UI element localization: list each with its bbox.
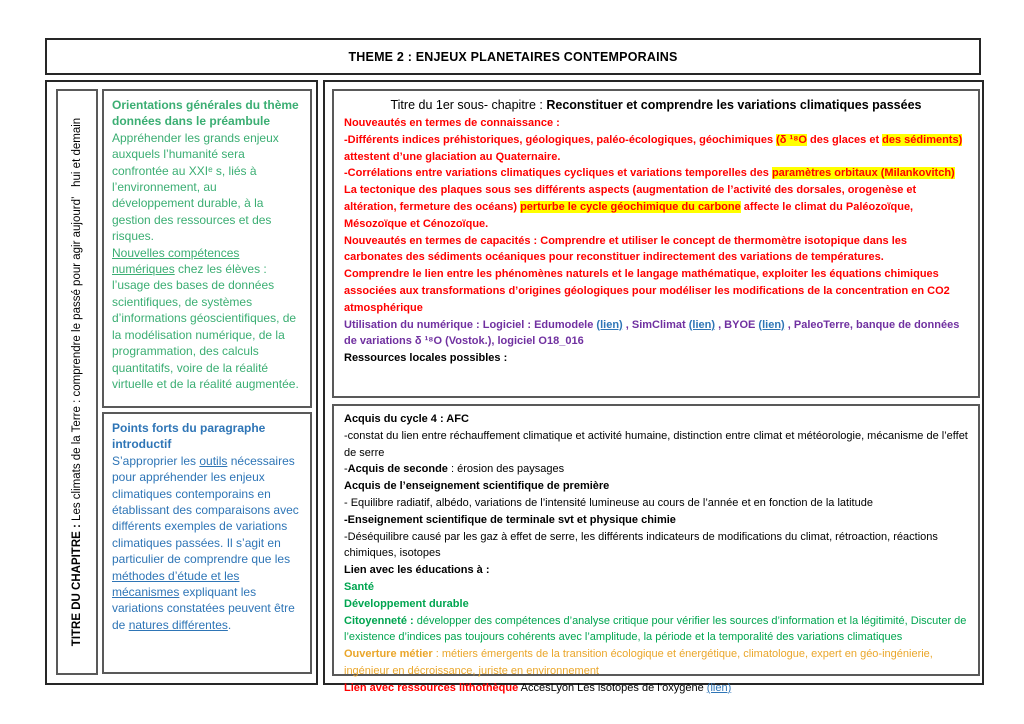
right-column-group — [323, 80, 984, 694]
text-run: : érosion des paysages — [447, 463, 565, 476]
text-run: outils — [199, 453, 228, 468]
text-run: Lien avec ressources lithothèque — [344, 681, 519, 694]
acquis-line — [344, 411, 968, 428]
text-run: -Différents indices préhistoriques, géologiques, paléo-écologiques, géochimiques — [344, 133, 777, 146]
text-run: nécessaires pour appréhender les enjeux climatiques contemporains en établissant des comparaisons avec différents exemples de variations climatiques passées. Il s’agit en particulier de comprendre que les — [112, 453, 299, 567]
text-run: Ouverture métier — [344, 648, 433, 661]
text-run: Lien avec les éducations à : — [344, 564, 490, 577]
sous-chapitre-box — [332, 89, 980, 398]
text-run: Citoyenneté : — [344, 614, 414, 627]
text-run: expliquant les variations constatées peuvent être de — [112, 585, 295, 632]
orientations-heading — [112, 97, 302, 130]
acquis-line — [344, 461, 968, 478]
acquis-line — [344, 495, 968, 512]
connaissances-line — [344, 182, 968, 232]
points-forts-paragraph — [112, 453, 302, 633]
theme-header-box — [45, 38, 981, 75]
text-run: Titre du 1er sous- chapitre : — [390, 98, 547, 112]
orientations-paragraph — [112, 130, 302, 245]
text-run: Nouveautés en termes de capacités : — [344, 234, 541, 247]
text-run: AccesLyon Les isotopes de l’oxygène — [518, 681, 707, 694]
text-run: Comprendre et utiliser le concept de thermomètre isotopique dans les carbonates des sédiments océaniques pour reconstituer indirectement des variations de températures. — [344, 234, 907, 264]
text-run: Développement durable — [344, 597, 469, 610]
text-run: TITRE DU CHAPITRE : — [71, 520, 83, 647]
text-run: Santé — [344, 580, 374, 593]
text-run: -constat du lien entre réchauffement climatique et activité humaine, distinction entre climat et météorologie, mécanisme de l’effet de serre — [344, 429, 968, 459]
acquis-line — [344, 428, 968, 462]
capacites-paragraph — [344, 233, 968, 267]
acquis-box — [332, 404, 980, 694]
sous-chapitre-title — [344, 96, 968, 115]
text-run: perturbe le cycle géochimique du carbone — [520, 200, 741, 213]
text-run: développer des compétences d’analyse critique pour vérifier les sources d’information et la légitimité, Discuter de l’existence d’indices pas toujours cohérents avec l’amplitude, la période et la temporalité des variations climatiques — [344, 614, 967, 644]
acquis-line — [344, 562, 968, 579]
acquis-line — [344, 478, 968, 495]
acquis-line — [344, 512, 968, 529]
text-run: Points forts du paragraphe introductif — [112, 421, 266, 452]
text-run: Acquis de seconde — [347, 463, 448, 476]
text-run: -Enseignement scientifique de terminale svt et physique chimie — [344, 513, 676, 526]
text-run: Logiciel : Edumodele — [482, 318, 597, 331]
lien-link[interactable]: (lien) — [758, 318, 785, 331]
text-run: - Equilibre radiatif, albédo, variations de l’intensité lumineuse au cours de l’année et en fonction de la latitude — [344, 496, 873, 509]
text-run: : métiers émergents de la transition écologique et énergétique, climatologue, expert en géo-ingénierie, ingénieur en décroissance, juriste en environnement — [344, 648, 933, 677]
text-run: Nouveautés en termes de connaissance : — [344, 117, 560, 129]
chapter-title-box — [56, 89, 98, 675]
numerique-paragraph — [344, 317, 968, 351]
text-run: des sédiments) — [882, 133, 963, 146]
points-forts-heading — [112, 420, 302, 453]
text-run: La tectonique des plaques sous ses différents aspects (augmentation de l’activité des dorsales, orogenèse et altération, fermeture des océans) — [344, 184, 917, 213]
text-run: Les climats de la Terre : comprendre le passé pour agir aujourd’ hui et demain — [71, 117, 83, 521]
connaissances-heading — [344, 115, 968, 132]
text-run: affecte le climat du Paléozoïque, Mésozoïque et Cénozoïque. — [344, 200, 914, 230]
text-run: attestent d’une glaciation au Quaternaire. — [344, 150, 561, 163]
theme-title: THEME 2 : ENJEUX PLANETAIRES CONTEMPORAINS — [348, 49, 678, 64]
text-run: -Déséquilibre causé par les gaz à effet de serre, les différents indicateurs de modifications du climat, rétroaction, réactions chimiques, isotopes — [344, 530, 938, 560]
acquis-line — [344, 579, 968, 596]
text-run: Reconstituer et comprendre les variations climatiques passées — [546, 98, 922, 112]
text-run: Appréhender les grands enjeux auxquels l’humanité sera confrontée au XXIᵉ s, liés à l’environnement, au développement durable, à la gestion des ressources et des risques. — [112, 130, 279, 244]
text-run: Acquis de l’enseignement scientifique de première — [344, 480, 610, 493]
text-run: Ressources locales possibles : — [344, 352, 508, 365]
text-run: Orientations générales du thème données dans le préambule — [112, 98, 299, 129]
orientations-box — [102, 89, 312, 408]
lien-link[interactable]: (lien) — [596, 318, 623, 331]
text-run: méthodes d’étude et les mécanismes — [112, 568, 240, 600]
points-forts-box — [102, 412, 312, 674]
text-run: , BYOE — [715, 318, 759, 331]
text-run: chez les élèves : l’usage des bases de données scientifiques, de systèmes d’informations géoscientifiques, de la modélisation numérique, de la programmation, des calculs quantitatifs, voire de la réalité virtuelle et de la réalité augmentée. — [112, 262, 299, 391]
text-run: Utilisation du numérique — [344, 318, 473, 331]
text-run: Comprendre le lien entre les phénomènes naturels et le langage mathématique, exploiter les équations chimiques associées aux transformations d’origines géologiques pour modéliser les modifications de la concentration en CO2 atmosphérique — [344, 268, 950, 314]
chapter-title — [71, 118, 83, 646]
text-run: Acquis du cycle 4 : AFC — [344, 413, 469, 425]
capacites-paragraph — [344, 266, 968, 316]
text-run: - — [344, 463, 348, 476]
connaissances-line — [344, 132, 968, 166]
text-run: S’approprier les — [112, 453, 200, 468]
left-column-group — [45, 80, 318, 685]
text-run: paramètres orbitaux (Milankovitch) — [771, 167, 955, 180]
text-run: des glaces et — [806, 133, 883, 146]
acquis-line — [344, 596, 968, 613]
acquis-line — [344, 646, 968, 680]
text-run: Nouvelles compétences numériques — [112, 245, 240, 277]
text-run: : — [472, 318, 483, 331]
text-run: natures différentes — [128, 617, 228, 632]
text-run: (δ ¹⁸O — [776, 133, 807, 146]
lien-link[interactable]: (lien) — [706, 681, 732, 694]
text-run: -Corrélations entre variations climatiques cycliques et variations temporelles des — [344, 167, 772, 180]
text-run: , SimClimat — [622, 318, 689, 331]
acquis-line — [344, 680, 968, 697]
acquis-line — [344, 529, 968, 563]
text-run: , PaleoTerre, banque de données de variations δ ¹⁸O (Vostok.), logiciel O18_016 — [344, 318, 960, 348]
text-run: . — [227, 617, 232, 632]
orientations-paragraph — [112, 245, 302, 393]
connaissances-line — [344, 165, 968, 182]
lien-link[interactable]: (lien) — [688, 318, 716, 331]
ressources-heading — [344, 350, 968, 367]
acquis-line — [344, 613, 968, 647]
